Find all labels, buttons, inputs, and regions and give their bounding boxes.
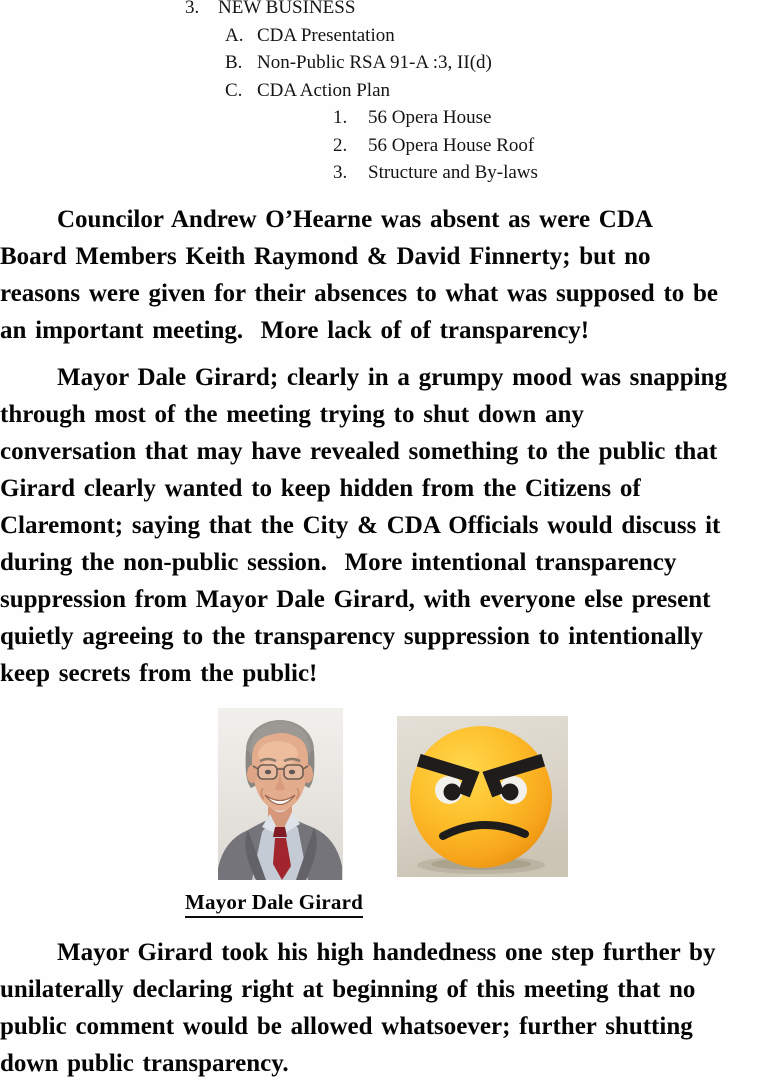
paragraph-line: suppression from Mayor Dale Girard, with everyone else present (0, 586, 711, 613)
paragraph-line: Board Members Keith Raymond & David Finnerty; but no (0, 243, 651, 270)
agenda-item-text: CDA Action Plan (257, 79, 391, 101)
paragraph-line: Girard clearly wanted to keep hidden from the Citizens of (0, 475, 641, 502)
paragraph-line: conversation that may have revealed something to the public that (0, 438, 718, 465)
agenda-list (0, 0, 781, 187)
paragraph-line: during the non-public session. More intentional transparency (0, 549, 677, 576)
paragraph-line: through most of the meeting trying to shut down any (0, 401, 584, 428)
paragraph-line: down public transparency. (0, 1050, 289, 1077)
agenda-item-text: CDA Presentation (257, 24, 395, 46)
agenda-item-number: B. (225, 52, 243, 73)
agenda-item (0, 0, 781, 22)
agenda-item-number: 3. (333, 162, 348, 183)
agenda-item (0, 104, 781, 132)
paragraph-absences (0, 201, 781, 349)
agenda-item-number: A. (225, 24, 244, 46)
agenda-item-number: C. (225, 79, 243, 101)
angry-emoji-ball-photo (397, 716, 568, 877)
paragraph-line: quietly agreeing to the transparency suppression to intentionally (0, 623, 703, 650)
agenda-item-text: 56 Opera House Roof (368, 134, 535, 156)
agenda-item-text: Non-Public RSA 91-A :3, II(d) (257, 52, 492, 73)
agenda-item-number: 1. (333, 107, 348, 128)
paragraph-line: Mayor Girard took his high handedness one step further by (57, 939, 716, 966)
agenda-item-text: 56 Opera House (368, 107, 492, 128)
mayor-portrait-photo (218, 708, 343, 880)
paragraph-line: public comment would be allowed whatsoever; further shutting (0, 1013, 693, 1040)
agenda-item-text: NEW BUSINESS (218, 0, 356, 18)
emoji-ball (410, 726, 552, 868)
paragraph-no-public-comment (0, 934, 781, 1082)
photo-caption: Mayor Dale Girard (185, 889, 363, 918)
agenda-item (0, 22, 781, 50)
paragraph-line: unilaterally declaring right at beginning of this meeting that no (0, 976, 696, 1003)
agenda-item (0, 159, 781, 187)
paragraph-line: Councilor Andrew O’Hearne was absent as were CDA (57, 206, 653, 233)
paragraph-grumpy-mood (0, 359, 781, 692)
paragraph-line: Claremont; saying that the City & CDA Officials would discuss it (0, 512, 721, 539)
agenda-item (0, 49, 781, 77)
agenda-item-number: 3. (185, 0, 200, 18)
paragraph-line: reasons were given for their absences to what was supposed to be (0, 280, 719, 307)
paragraph-line: an important meeting. More lack of of transparency! (0, 317, 590, 344)
paragraph-line: keep secrets from the public! (0, 660, 318, 687)
agenda-item (0, 77, 781, 105)
agenda-item-text: Structure and By-laws (368, 162, 538, 183)
agenda-item (0, 132, 781, 160)
paragraph-line: Mayor Dale Girard; clearly in a grumpy mood was snapping (57, 364, 727, 391)
agenda-item-number: 2. (333, 134, 348, 156)
